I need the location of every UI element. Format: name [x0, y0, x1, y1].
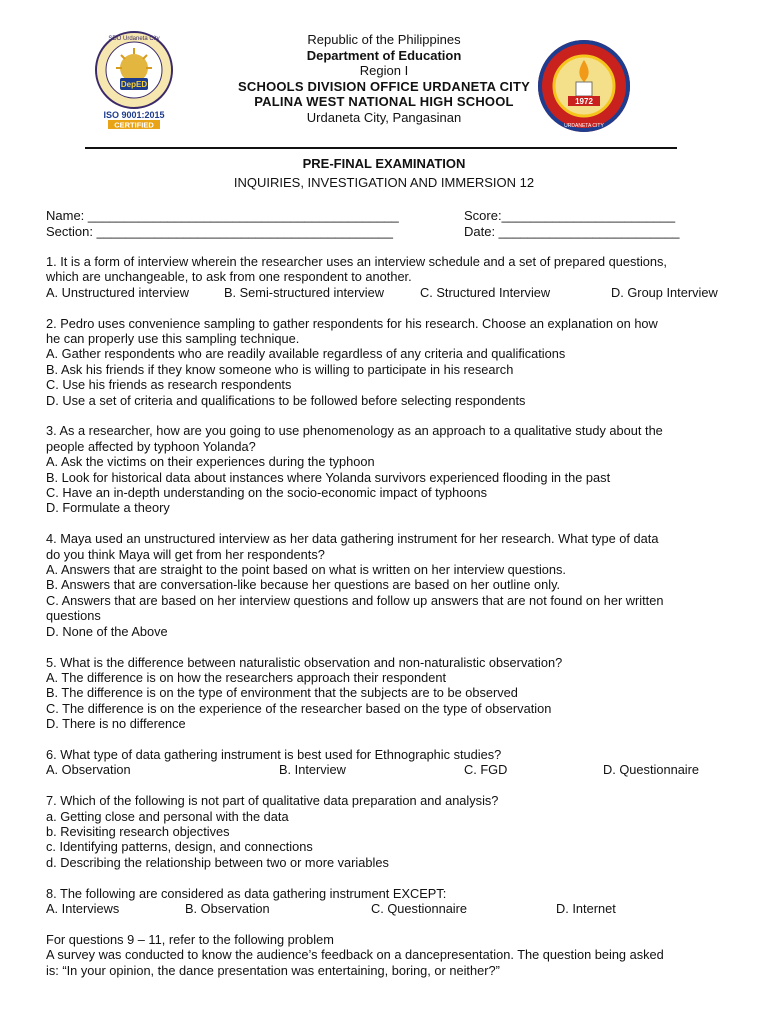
question-5: [46, 655, 736, 732]
option-b[interactable]: B. Ask his friends if they know someone who is willing to participate in his research: [46, 361, 514, 377]
option-a[interactable]: A. Ask the victims on their experiences during the typhoon: [46, 454, 375, 470]
question-2: [46, 316, 736, 408]
option-d[interactable]: D. Internet: [556, 900, 616, 916]
question-6: [46, 747, 736, 778]
question-stem: he can properly use this sampling technique.: [46, 331, 300, 347]
letterhead: [0, 32, 768, 126]
name-field[interactable]: Name: ___________________________________________: [46, 208, 399, 223]
option-c[interactable]: C. Answers that are based on her interview questions and follow up answers that are not found on her written: [46, 592, 664, 608]
address-line: Urdaneta City, Pangasinan: [306, 109, 462, 125]
question-stem: people affected by typhoon Yolanda?: [46, 438, 256, 454]
question-stem: 2. Pedro uses convenience sampling to gather respondents for his research. Choose an explanation on how: [46, 315, 658, 331]
question-4: [46, 531, 736, 639]
question-stem: 1. It is a form of interview wherein the researcher uses an interview schedule and a set of prepared questions,: [46, 254, 667, 269]
svg-text:1972: 1972: [575, 97, 593, 106]
option-b[interactable]: B. Look for historical data about instances where Yolanda survivors experienced flooding in the past: [46, 469, 611, 485]
option-c-continued: questions: [46, 608, 101, 624]
option-d[interactable]: D. There is no difference: [46, 716, 186, 732]
options-row: [46, 901, 736, 916]
option-c[interactable]: c. Identifying patterns, design, and connections: [46, 839, 313, 855]
options-row: [46, 285, 736, 300]
option-a[interactable]: A. Unstructured interview: [46, 284, 189, 300]
section-field[interactable]: Section: _________________________________________: [46, 224, 394, 239]
option-d[interactable]: D. Use a set of criteria and qualifications to be followed before selecting respondents: [46, 392, 526, 408]
header-divider: [85, 147, 677, 149]
option-a[interactable]: A. Gather respondents who are readily available regardless of any criteria and qualifications: [46, 346, 566, 362]
question-8: [46, 886, 736, 917]
department-line: Department of Education: [306, 47, 462, 63]
exam-title: PRE-FINAL EXAMINATION: [302, 156, 466, 171]
division-line: SCHOOLS DIVISION OFFICE URDANETA CITY: [238, 78, 530, 94]
option-b[interactable]: B. Semi-structured interview: [224, 284, 385, 300]
svg-text:SDO Urdaneta City: SDO Urdaneta City: [108, 36, 160, 42]
question-stem: 5. What is the difference between naturalistic observation and non-naturalistic observation?: [46, 654, 563, 670]
question-stem: 7. Which of the following is not part of qualitative data preparation and analysis?: [46, 793, 499, 809]
problem-text: is: “In your opinion, the dance presentation was entertaining, boring, or neither?”: [46, 962, 500, 978]
option-a[interactable]: A. Observation: [46, 762, 131, 778]
school-name-line: PALINA WEST NATIONAL HIGH SCHOOL: [254, 94, 514, 110]
option-d[interactable]: D. Questionnaire: [603, 762, 700, 778]
option-c[interactable]: C. Structured Interview: [420, 284, 551, 300]
question-stem: 4. Maya used an unstructured interview as her data gathering instrument for her research. What type of data: [46, 531, 659, 547]
option-b[interactable]: B. The difference is on the type of environment that the subjects are to be observed: [46, 685, 518, 701]
problem-text: A survey was conducted to know the audience’s feedback on a dancepresentation. The question being asked: [46, 947, 664, 963]
option-a[interactable]: A. Interviews: [46, 900, 120, 916]
option-c[interactable]: C. Questionnaire: [371, 900, 468, 916]
svg-text:CERTIFIED: CERTIFIED: [114, 120, 154, 130]
option-a[interactable]: a. Getting close and personal with the data: [46, 808, 289, 824]
problem-block: [46, 932, 736, 978]
svg-text:URDANETA CITY: URDANETA CITY: [564, 123, 604, 129]
question-stem: do you think Maya will get from her respondents?: [46, 546, 325, 562]
option-d[interactable]: d. Describing the relationship between two or more variables: [46, 854, 389, 870]
svg-text:DepED: DepED: [120, 80, 148, 89]
problem-intro: For questions 9 – 11, refer to the following problem: [46, 931, 334, 947]
option-c[interactable]: C. The difference is on the experience of the researcher based on the type of observation: [46, 700, 552, 716]
option-d[interactable]: D. Formulate a theory: [46, 500, 170, 516]
option-a[interactable]: A. Answers that are straight to the point based on what is written on her interview questions.: [46, 562, 566, 578]
option-a[interactable]: A. The difference is on how the researchers approach their respondent: [46, 669, 447, 685]
question-stem: 8. The following are considered as data gathering instrument EXCEPT:: [46, 885, 447, 901]
option-c[interactable]: C. Use his friends as research respondents: [46, 377, 292, 393]
republic-line: Republic of the Philippines: [307, 32, 461, 47]
question-stem: 6. What type of data gathering instrument is best used for Ethnographic studies?: [46, 746, 502, 762]
region-line: Region I: [359, 63, 409, 79]
question-stem: 3. As a researcher, how are you going to use phenomenology as an approach to a qualitative study about the: [46, 423, 663, 439]
question-3: [46, 423, 736, 515]
option-d[interactable]: D. Group Interview: [611, 284, 718, 300]
option-b[interactable]: B. Answers that are conversation-like because her questions are based on her outline only.: [46, 577, 561, 593]
option-c[interactable]: C. Have an in-depth understanding on the socio-economic impact of typhoons: [46, 485, 488, 501]
date-field[interactable]: Date: _________________________: [464, 224, 680, 239]
score-field[interactable]: Score:________________________: [464, 208, 676, 223]
option-b[interactable]: b. Revisiting research objectives: [46, 823, 230, 839]
option-c[interactable]: C. FGD: [464, 762, 508, 778]
question-7: [46, 793, 736, 870]
exam-subject: INQUIRIES, INVESTIGATION AND IMMERSION 12: [233, 175, 535, 190]
option-d[interactable]: D. None of the Above: [46, 623, 168, 639]
question-1: [46, 254, 736, 300]
option-b[interactable]: B. Interview: [279, 762, 346, 778]
option-b[interactable]: B. Observation: [185, 900, 270, 916]
options-row: [46, 762, 736, 777]
questions-list: [46, 254, 736, 978]
question-stem: which are unchangeable, to ask from one respondent to another.: [46, 269, 412, 285]
svg-text:ISO 9001:2015: ISO 9001:2015: [103, 110, 165, 120]
